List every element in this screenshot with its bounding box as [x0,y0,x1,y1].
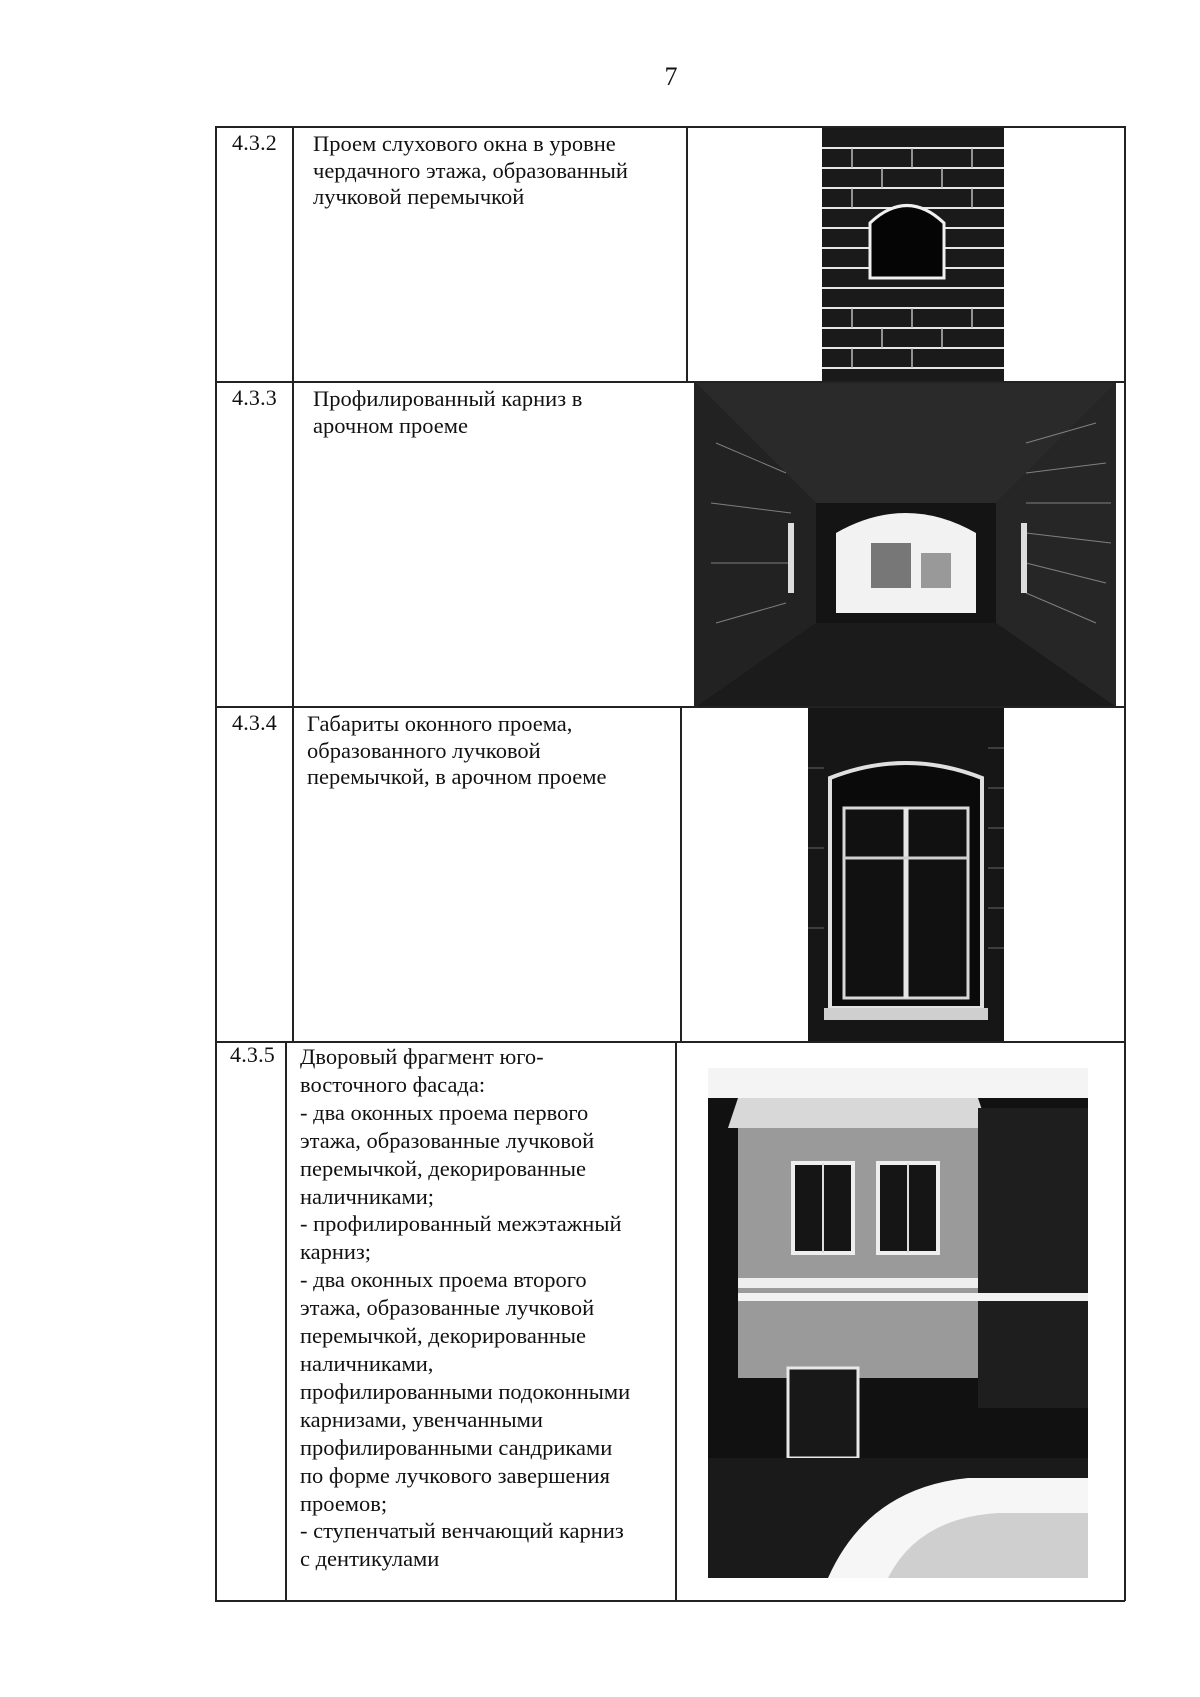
column-divider [680,706,682,1042]
page-number: 7 [664,62,678,91]
table-border-left [215,126,217,381]
row-description: Профилированный карниз в арочном проеме [313,386,583,438]
dormer-window-photo [822,128,1004,381]
window-opening-photo [808,708,1004,1042]
row-description: Проем слухового окна в уровне чердачного этажа, образованный лучковой перемычкой [313,131,628,209]
table-border-left [215,706,217,1042]
row-number: 4.3.4 [232,710,277,735]
courtyard-facade-photo [708,1068,1088,1578]
table-border-right [1124,706,1126,1042]
table-border-left [215,381,217,707]
column-divider [292,706,294,1042]
column-divider [292,126,294,381]
table-border-right [1124,381,1126,707]
column-divider [675,1041,677,1601]
column-divider [292,381,294,707]
column-divider [686,126,688,381]
row-number: 4.3.3 [232,385,277,410]
row-description: Габариты оконного проема, образованного лучковой перемычкой, в арочном проеме [307,711,607,789]
table-border-bottom [215,1600,1125,1602]
table-border-right [1124,1041,1126,1601]
row-number: 4.3.5 [230,1042,275,1067]
table-border-left [215,1041,217,1601]
table-border-right [1124,126,1126,381]
row-number: 4.3.2 [232,130,277,155]
column-divider [285,1041,287,1601]
row-description: Дворовый фрагмент юго- восточного фасада: - два оконных проема первого этажа, образованные лучковой перемычкой, декорированные наличниками; - профилированный межэтажный карниз; - два оконных проема второго этажа, образованные лучковой перемычкой, декорированные наличниками, профилированными подоконными карнизами, увенчанными профилированными сандриками по форме лучкового завершения проемов; - ступенчатый венчающий карниз с дентикулами [300,1044,631,1572]
arch-passage-photo [696,383,1116,707]
